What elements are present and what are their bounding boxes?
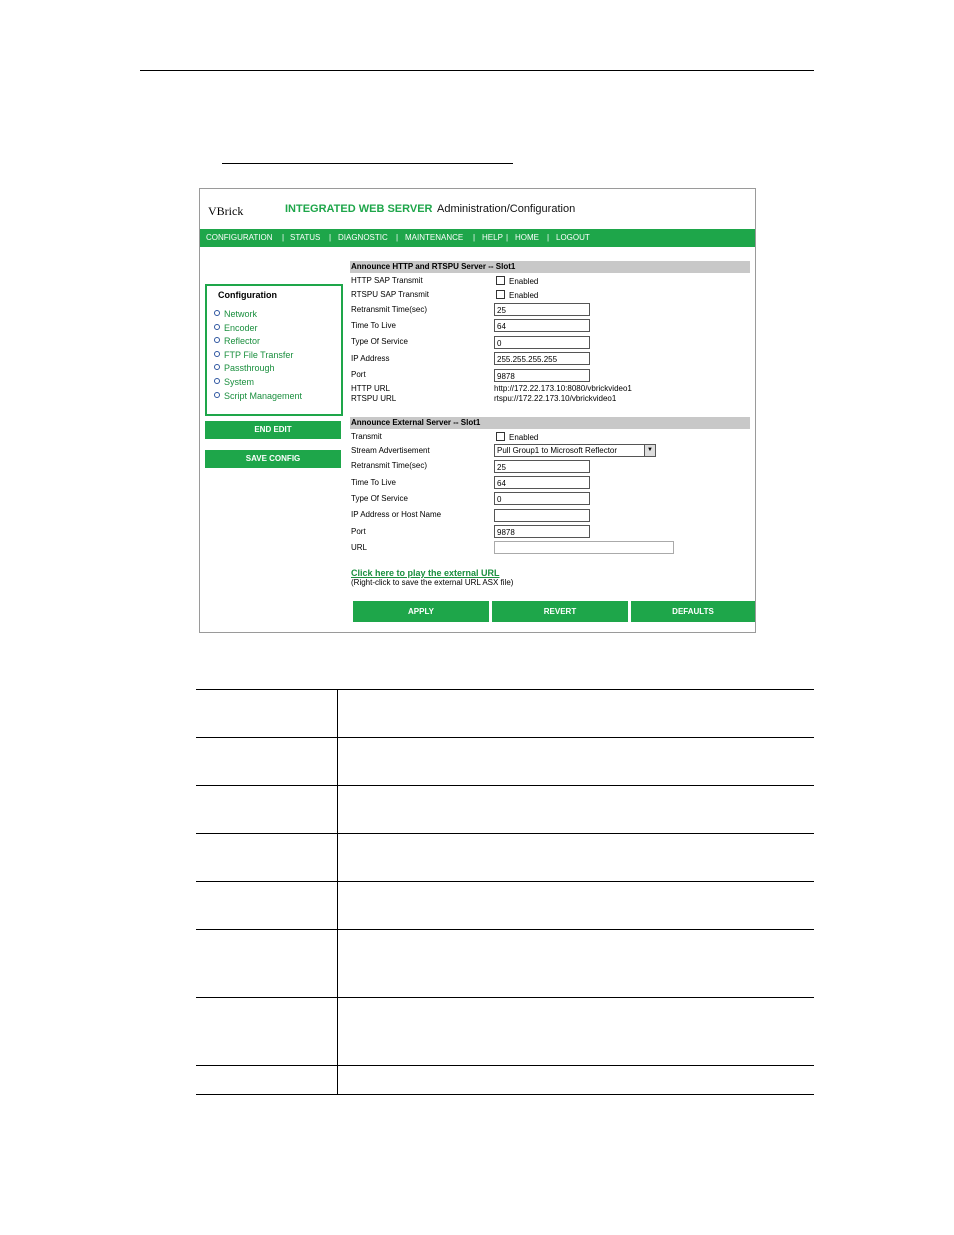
table-row bbox=[196, 689, 814, 738]
sidebar-item-ftp-file-transfer[interactable]: FTP File Transfer bbox=[214, 349, 293, 361]
time-to-live-input[interactable]: 64 bbox=[494, 319, 590, 332]
table-bottom-rule bbox=[196, 1094, 814, 1095]
table-cell bbox=[337, 998, 815, 1066]
nav-home[interactable]: HOME bbox=[515, 233, 539, 242]
end-edit-button[interactable]: END EDIT bbox=[205, 421, 341, 439]
ext-time-to-live-label: Time To Live bbox=[351, 478, 396, 487]
apply-button[interactable]: APPLY bbox=[353, 601, 489, 622]
bullet-icon bbox=[214, 324, 220, 330]
sidebar-item-system[interactable]: System bbox=[214, 376, 254, 388]
page-top-rule bbox=[140, 70, 814, 71]
vbrick-logo: VBrick bbox=[208, 204, 244, 218]
nav-separator: | bbox=[547, 233, 550, 242]
time-to-live-label: Time To Live bbox=[351, 321, 396, 330]
ext-type-of-service-input[interactable]: 0 bbox=[494, 492, 590, 505]
type-of-service-label: Type Of Service bbox=[351, 337, 408, 346]
ext-retransmit-time-input[interactable]: 25 bbox=[494, 460, 590, 473]
nav-diagnostic[interactable]: DIAGNOSTIC bbox=[338, 233, 388, 242]
defaults-button[interactable]: DEFAULTS bbox=[631, 601, 755, 622]
bullet-icon bbox=[214, 351, 220, 357]
checkbox-box[interactable] bbox=[496, 276, 505, 285]
retransmit-time-label: Retransmit Time(sec) bbox=[351, 305, 428, 314]
revert-button[interactable]: REVERT bbox=[492, 601, 628, 622]
table-cell bbox=[196, 690, 337, 738]
nav-separator: | bbox=[282, 233, 285, 242]
ext-port-label: Port bbox=[351, 527, 366, 536]
sidebar-item-script-management[interactable]: Script Management bbox=[214, 390, 302, 402]
rtspu-url-label: RTSPU URL bbox=[351, 394, 397, 403]
ext-type-of-service-label: Type Of Service bbox=[351, 494, 408, 503]
http-url-label: HTTP URL bbox=[351, 384, 390, 393]
caption-underline bbox=[222, 163, 513, 164]
table-cell bbox=[337, 738, 815, 786]
sidebar-item-network[interactable]: Network bbox=[214, 308, 257, 320]
table-cell bbox=[196, 834, 337, 882]
table-row bbox=[196, 929, 814, 998]
port-input[interactable]: 9878 bbox=[494, 369, 590, 382]
rtspu-sap-transmit-label: RTSPU SAP Transmit bbox=[351, 290, 429, 299]
bullet-icon bbox=[214, 364, 220, 370]
top-nav-bar bbox=[200, 229, 755, 247]
table-row bbox=[196, 997, 814, 1066]
dropdown-arrow-icon[interactable]: ▼ bbox=[644, 445, 655, 456]
ext-retransmit-time-label: Retransmit Time(sec) bbox=[351, 461, 428, 470]
type-of-service-input[interactable]: 0 bbox=[494, 336, 590, 349]
bullet-icon bbox=[214, 310, 220, 316]
transmit-checkbox[interactable]: Enabled bbox=[496, 432, 538, 443]
nav-separator: | bbox=[506, 233, 509, 242]
nav-separator: | bbox=[329, 233, 332, 242]
url-label: URL bbox=[351, 543, 368, 552]
table-cell bbox=[337, 1066, 815, 1094]
table-cell bbox=[337, 690, 815, 738]
play-external-url-link[interactable]: Click here to play the external URL bbox=[351, 568, 500, 578]
app-title: INTEGRATED WEB SERVER bbox=[285, 203, 433, 215]
nav-separator: | bbox=[396, 233, 399, 242]
table-cell bbox=[337, 930, 815, 998]
sidebar-item-reflector[interactable]: Reflector bbox=[214, 335, 260, 347]
table-cell bbox=[337, 834, 815, 882]
http-sap-transmit-checkbox[interactable]: Enabled bbox=[496, 276, 538, 287]
table-cell bbox=[196, 882, 337, 930]
table-cell bbox=[196, 998, 337, 1066]
http-sap-transmit-label: HTTP SAP Transmit bbox=[351, 276, 423, 285]
nav-help[interactable]: HELP bbox=[482, 233, 503, 242]
app-subtitle: Administration/Configuration bbox=[437, 203, 576, 215]
stream-advertisement-select[interactable]: Pull Group1 to Microsoft Reflector ▼ bbox=[494, 444, 656, 457]
http-url-value: http://172.22.173.10:8080/vbrickvideo1 bbox=[494, 384, 632, 393]
nav-separator: | bbox=[473, 233, 476, 242]
checkbox-box[interactable] bbox=[496, 290, 505, 299]
rtspu-sap-transmit-checkbox[interactable]: Enabled bbox=[496, 290, 538, 301]
ext-port-input[interactable]: 9878 bbox=[494, 525, 590, 538]
table-row bbox=[196, 737, 814, 786]
table-row bbox=[196, 1065, 814, 1094]
retransmit-time-input[interactable]: 25 bbox=[494, 303, 590, 316]
ip-or-host-label: IP Address or Host Name bbox=[351, 510, 442, 519]
table-cell bbox=[337, 786, 815, 834]
save-config-button[interactable]: SAVE CONFIG bbox=[205, 450, 341, 468]
nav-configuration[interactable]: CONFIGURATION bbox=[206, 233, 273, 242]
nav-logout[interactable]: LOGOUT bbox=[556, 233, 590, 242]
configuration-menu bbox=[205, 284, 343, 416]
sidebar-item-encoder[interactable]: Encoder bbox=[214, 322, 258, 334]
bullet-icon bbox=[214, 392, 220, 398]
transmit-label: Transmit bbox=[351, 432, 382, 441]
section-http-rtspu-heading: Announce HTTP and RTSPU Server -- Slot1 bbox=[350, 261, 750, 273]
table-cell bbox=[196, 786, 337, 834]
right-click-note: (Right-click to save the external URL ASX file) bbox=[351, 578, 514, 587]
checkbox-box[interactable] bbox=[496, 432, 505, 441]
sidebar-item-passthrough[interactable]: Passthrough bbox=[214, 362, 275, 374]
table-row bbox=[196, 833, 814, 882]
ip-address-label: IP Address bbox=[351, 354, 390, 363]
ip-or-host-input[interactable] bbox=[494, 509, 590, 522]
ip-address-input[interactable]: 255.255.255.255 bbox=[494, 352, 590, 365]
table-cell bbox=[196, 738, 337, 786]
section-external-server-heading: Announce External Server -- Slot1 bbox=[350, 417, 750, 429]
table-cell bbox=[196, 930, 337, 998]
ext-time-to-live-input[interactable]: 64 bbox=[494, 476, 590, 489]
configuration-heading: Configuration bbox=[218, 290, 277, 300]
nav-maintenance[interactable]: MAINTENANCE bbox=[405, 233, 464, 242]
browser-screenshot bbox=[199, 188, 756, 633]
table-row bbox=[196, 785, 814, 834]
bullet-icon bbox=[214, 337, 220, 343]
rtspu-url-value: rtspu://172.22.173.10/vbrickvideo1 bbox=[494, 394, 617, 403]
nav-status[interactable]: STATUS bbox=[290, 233, 321, 242]
stream-advertisement-label: Stream Advertisement bbox=[351, 446, 430, 455]
url-input[interactable] bbox=[494, 541, 674, 554]
table-row bbox=[196, 881, 814, 930]
bullet-icon bbox=[214, 378, 220, 384]
port-label: Port bbox=[351, 370, 366, 379]
table-cell bbox=[337, 882, 815, 930]
table-cell bbox=[196, 1066, 337, 1094]
